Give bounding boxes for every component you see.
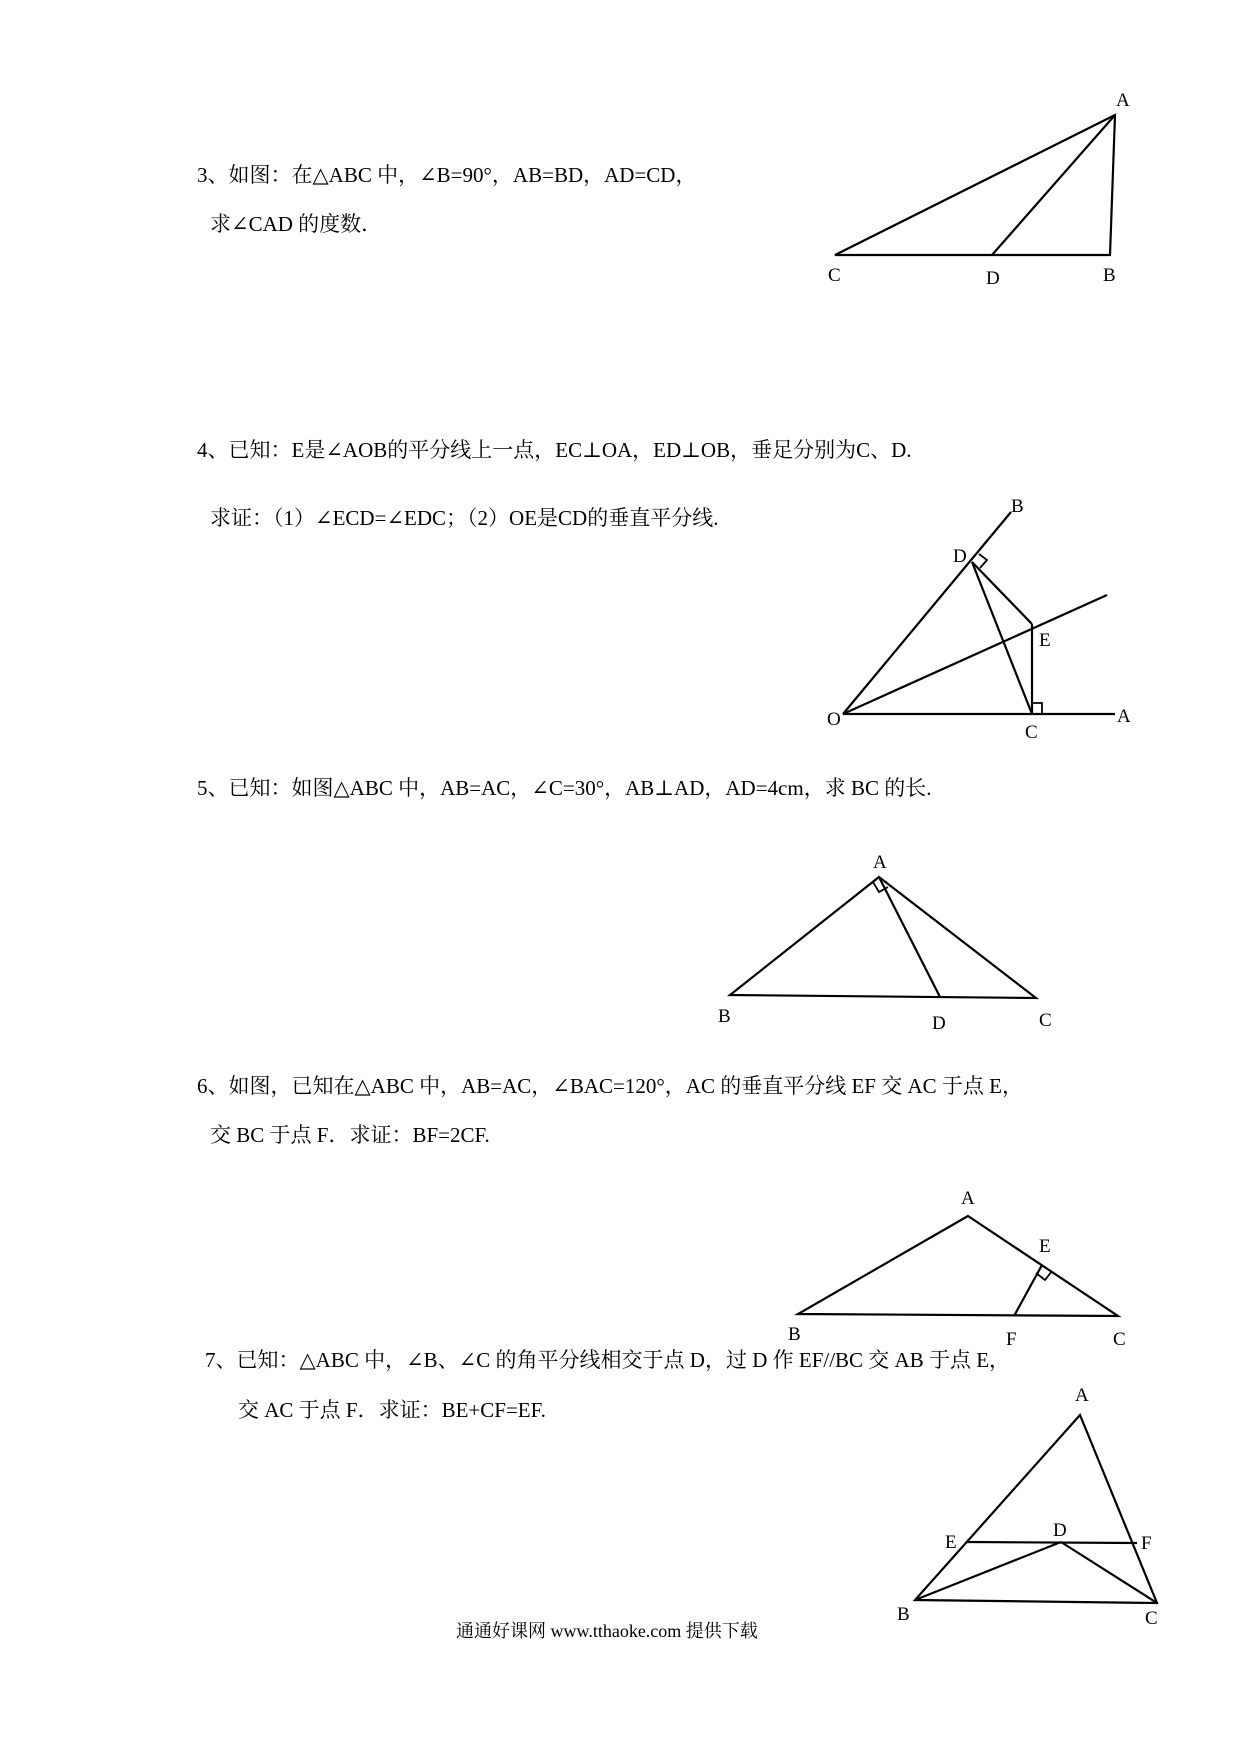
segment-dc	[972, 562, 1032, 714]
problem-7-text-1: 已知：△ABC 中，∠B、∠C 的角平分线相交于点 D，过 D 作 EF//BC 交 AB 于点 E，	[236, 1348, 1011, 1372]
label-e: E	[1039, 630, 1051, 651]
label-d: D	[953, 546, 967, 567]
problem-5-text-1: 已知：如图△ABC 中，AB=AC，∠C=30°，AB⊥AD，AD=4cm，求 BC 的长.	[228, 776, 932, 800]
label-d: D	[1053, 1520, 1067, 1541]
problem-7-line-2: 交 AC 于点 F．求证：BE+CF=EF.	[238, 1398, 546, 1422]
label-e: E	[945, 1532, 957, 1553]
problem-5-figure	[700, 845, 1080, 1035]
problem-7-number: 7、	[205, 1348, 237, 1372]
problem-3-text-1: 如图：在△ABC 中，∠B=90°，AB=BD，AD=CD，	[228, 163, 697, 187]
segment-ef	[966, 1542, 1137, 1543]
problem-3-line-1	[197, 162, 696, 188]
bisector-oe	[843, 595, 1107, 714]
label-a: A	[1116, 90, 1130, 111]
segment-ef	[1014, 1265, 1042, 1316]
label-b: B	[1011, 496, 1024, 517]
segment-ad	[879, 877, 940, 997]
label-b: B	[788, 1324, 801, 1345]
problem-4-line-1	[197, 437, 912, 463]
problem-5-number: 5、	[197, 776, 229, 800]
triangle-abc	[835, 115, 1115, 255]
label-b: B	[1103, 265, 1116, 286]
right-angle-d	[979, 554, 987, 568]
problem-6-text-1: 如图，已知在△ABC 中，AB=AC，∠BAC=120°，AC 的垂直平分线 EF 交 AC 于点 E，	[228, 1074, 1023, 1098]
problem-3-figure	[820, 85, 1150, 295]
label-d: D	[986, 268, 1000, 289]
label-c: C	[1145, 1608, 1158, 1629]
label-a: A	[1075, 1385, 1089, 1406]
problem-7-line-1	[205, 1347, 1010, 1373]
page-footer: 通通好课网 www.tthaoke.com 提供下载	[456, 1621, 758, 1641]
ray-ob	[843, 512, 1011, 714]
label-f: F	[1141, 1533, 1152, 1554]
problem-6-line-2: 交 BC 于点 F．求证：BF=2CF.	[210, 1123, 490, 1147]
label-c: C	[1039, 1010, 1052, 1031]
label-e: E	[1039, 1236, 1051, 1257]
problem-4-line-2: 求证：（1）∠ECD=∠EDC；（2）OE是CD的垂直平分线.	[210, 506, 719, 530]
problem-6-number: 6、	[197, 1074, 229, 1098]
label-a: A	[961, 1188, 975, 1209]
label-a: A	[873, 852, 887, 873]
label-c: C	[828, 265, 841, 286]
label-b: B	[718, 1006, 731, 1027]
segment-ad	[992, 115, 1115, 255]
problem-7-figure	[885, 1380, 1185, 1660]
triangle-abc	[730, 877, 1036, 998]
label-f: F	[1006, 1329, 1017, 1350]
triangle-abc	[798, 1216, 1118, 1316]
problem-3-line-2: 求∠CAD 的度数．	[210, 212, 383, 236]
problem-6-figure	[780, 1170, 1150, 1360]
label-c: C	[1025, 722, 1038, 743]
problem-5-line-1	[197, 775, 931, 801]
label-c: C	[1113, 1329, 1126, 1350]
label-b: B	[897, 1604, 910, 1625]
segment-de	[972, 562, 1032, 624]
problem-3-number: 3、	[197, 163, 229, 187]
triangle-abc	[915, 1415, 1157, 1603]
problem-4-text-1: 已知：E是∠AOB的平分线上一点，EC⊥OA，ED⊥OB，垂足分别为C、D.	[228, 438, 912, 462]
right-angle-c	[1032, 703, 1042, 714]
problem-4-figure	[815, 490, 1155, 743]
problem-6-line-1	[197, 1073, 1023, 1099]
label-a: A	[1117, 706, 1131, 727]
problem-4-number: 4、	[197, 438, 229, 462]
label-d: D	[932, 1013, 946, 1034]
segment-bd	[915, 1542, 1061, 1600]
label-o: O	[827, 709, 841, 730]
